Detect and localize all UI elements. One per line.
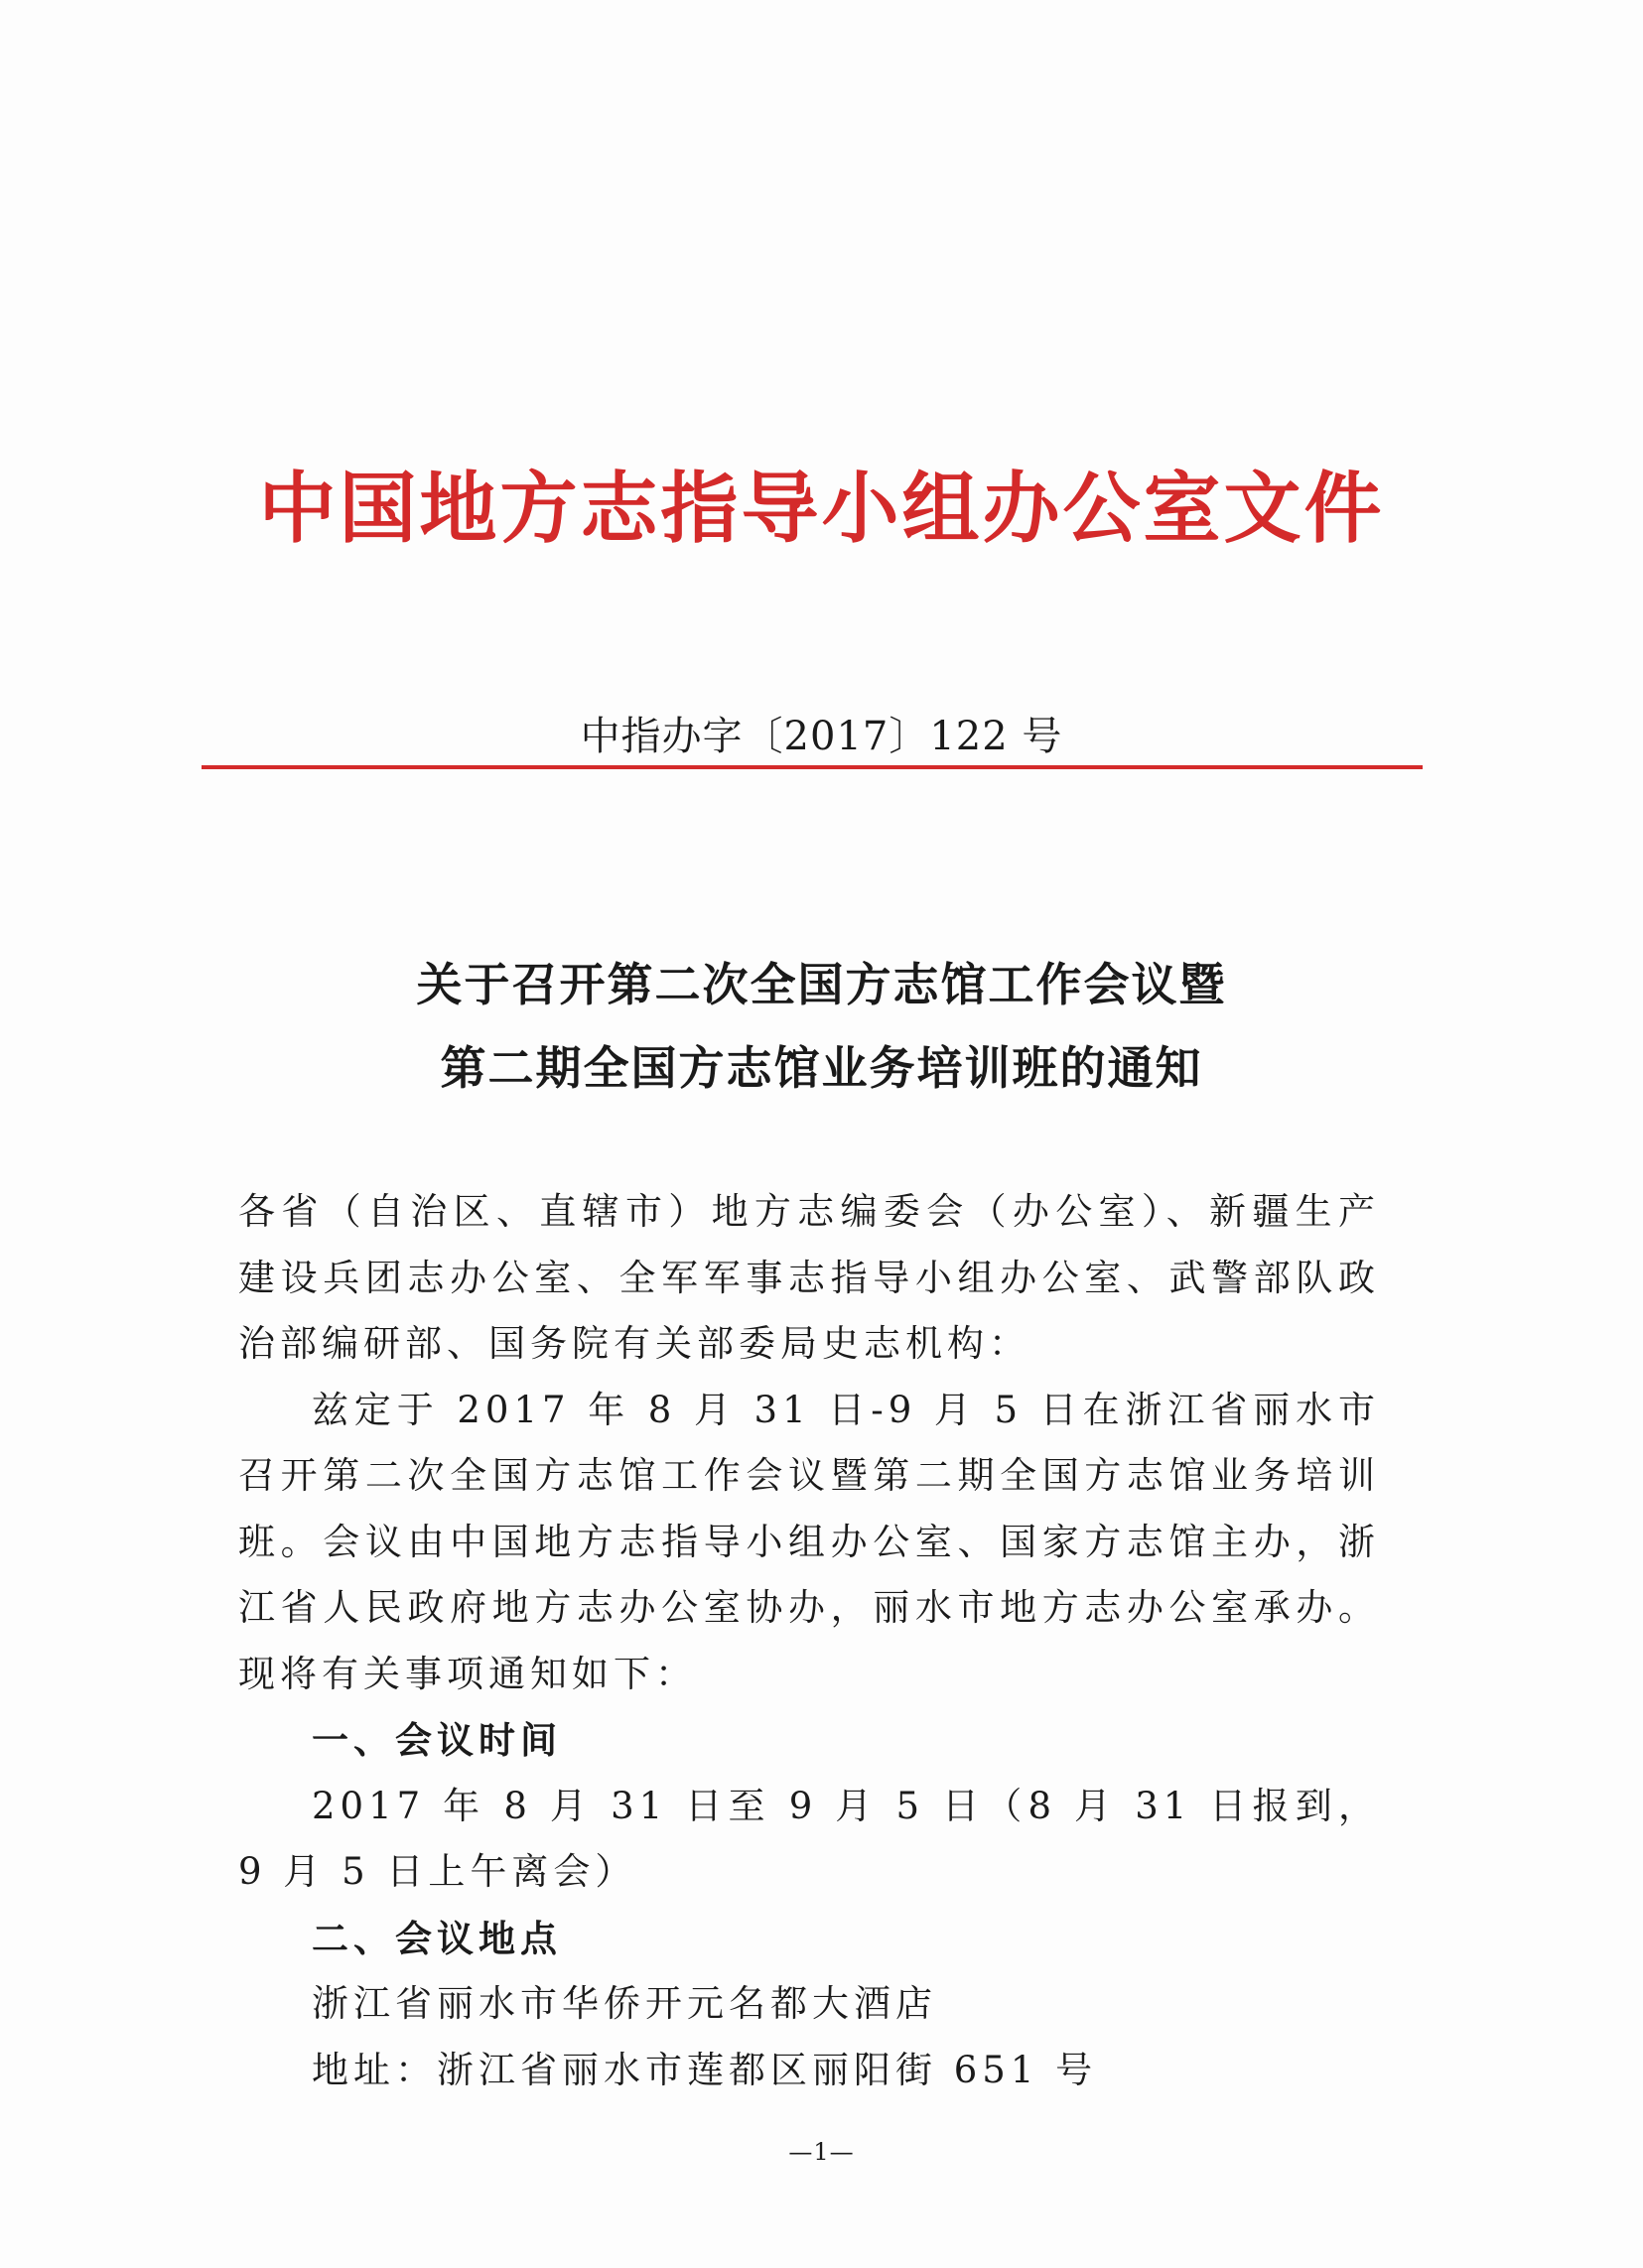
- page-number: —1—: [788, 2138, 855, 2166]
- section-1-text: 2017 年 8 月 31 日至 9 月 5 日（8 月 31 日报到，9 月 5 日上午离会）: [238, 1784, 1380, 1893]
- notice-title-line-1: 关于召开第二次全国方志馆工作会议暨: [416, 958, 1227, 1011]
- document-number: 中指办字〔2017〕122 号: [580, 714, 1063, 759]
- section-2-address: 地址：浙江省丽水市莲都区丽阳街 651 号: [312, 2048, 1098, 2091]
- section-2-venue: 浙江省丽水市华侨开元名都大酒店: [312, 1982, 937, 2025]
- section-2-heading: 二、会议地点: [312, 1916, 562, 1960]
- intro-paragraph: 兹定于 2017 年 8 月 31 日-9 月 5 日在浙江省丽水市召开第二次全国方志馆工作会议暨第二期全国方志馆业务培训班。会议由中国地方志指导小组办公室、国家方志馆主办，浙江省人民政府地方志办公室协办，丽水市地方志办公室承办。现将有关事项通知如下：: [238, 1388, 1380, 1695]
- document-header-title: 中国地方志指导小组办公室文件: [258, 464, 1385, 554]
- salutation: 各省（自治区、直辖市）地方志编委会（办公室）、新疆生产建设兵团志办公室、全军军事志指导小组办公室、武警部队政治部编研部、国务院有关部委局史志机构：: [238, 1190, 1380, 1365]
- notice-title: [0, 943, 1643, 1110]
- red-separator-line: [202, 765, 1423, 769]
- notice-title-line-2: 第二期全国方志馆业务培训班的通知: [440, 1041, 1203, 1095]
- notice-body: [238, 1179, 1380, 2103]
- section-1-heading: 一、会议时间: [312, 1718, 562, 1762]
